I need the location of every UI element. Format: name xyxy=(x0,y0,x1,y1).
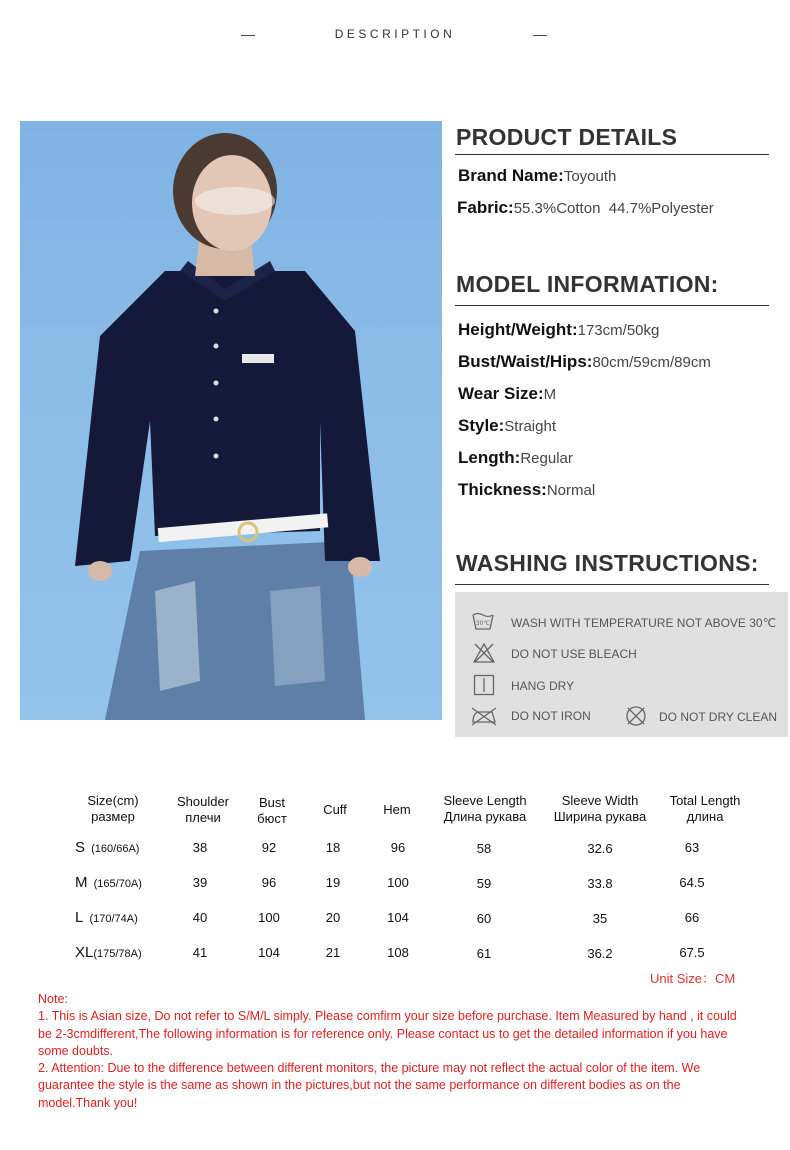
table-cell: 36.2 xyxy=(587,946,613,961)
table-cell: 33.8 xyxy=(587,876,613,891)
washing-box xyxy=(455,592,788,737)
no-iron-text: DO NOT IRON xyxy=(511,709,591,723)
model-value: Normal xyxy=(546,482,596,499)
table-cell: 19 xyxy=(325,875,341,890)
table-cell: 35 xyxy=(592,911,608,926)
hang-dry-text: HANG DRY xyxy=(511,679,575,693)
shoulder-header xyxy=(163,794,243,826)
table-cell: 63 xyxy=(684,840,700,855)
model-value: Regular xyxy=(520,450,573,467)
wash-temp-label: 30℃ xyxy=(475,620,491,627)
hem-header xyxy=(372,802,422,818)
model-value: Straight xyxy=(504,418,556,435)
model-label: Thickness: xyxy=(458,480,547,499)
size-m-label: M (165/70A) xyxy=(75,874,142,891)
model-thickness-row xyxy=(458,480,595,500)
header-line-ru: размер xyxy=(91,809,135,824)
no-iron-icon xyxy=(470,705,498,727)
no-dry-clean-icon xyxy=(625,705,647,727)
model-value: 80cm/59cm/89cm xyxy=(592,354,711,371)
header-line-en: Total Length xyxy=(669,793,741,808)
table-cell: 64.5 xyxy=(679,875,705,890)
model-info-title: MODEL INFORMATION: xyxy=(456,271,719,297)
model-value: M xyxy=(543,386,557,403)
model-bust-row xyxy=(458,352,711,372)
table-cell: 104 xyxy=(258,945,280,960)
model-height-row xyxy=(458,320,659,340)
table-cell: 96 xyxy=(261,875,277,890)
size-l-label: L (170/74A) xyxy=(75,909,138,926)
detail-value: 55.3%Cotton 44.7%Polyester xyxy=(513,200,714,217)
detail-fabric-row xyxy=(457,198,714,218)
header-line-en: Sleeve Length xyxy=(443,793,527,808)
model-value: 173cm/50kg xyxy=(577,322,660,339)
header-line-ru: Длина рукава xyxy=(443,809,527,824)
sleeve-length-header xyxy=(430,793,540,825)
table-cell: 60 xyxy=(476,911,492,926)
table-cell: 108 xyxy=(387,945,409,960)
model-length-row xyxy=(458,448,573,468)
model-size-row xyxy=(458,384,556,404)
table-cell: 41 xyxy=(192,945,208,960)
section-header xyxy=(0,26,790,46)
header-line-en: Sleeve Width xyxy=(561,793,639,808)
header-line-ru: плечи xyxy=(185,810,221,825)
table-cell: 21 xyxy=(325,945,341,960)
table-cell: 32.6 xyxy=(587,841,613,856)
header-title: DESCRIPTION xyxy=(334,27,456,41)
note-label: Note: xyxy=(38,992,68,1006)
table-cell: 61 xyxy=(476,946,492,961)
note-block xyxy=(38,991,753,1112)
table-cell: 100 xyxy=(258,910,280,925)
table-cell: 58 xyxy=(476,841,492,856)
model-style-row xyxy=(458,416,556,436)
model-label: Style: xyxy=(458,416,505,435)
table-cell: 38 xyxy=(192,840,208,855)
detail-brand-row xyxy=(458,166,616,186)
table-cell: 104 xyxy=(387,910,409,925)
size-header xyxy=(72,793,154,825)
table-cell: 92 xyxy=(261,840,277,855)
table-cell: 67.5 xyxy=(679,945,705,960)
header-dash-right xyxy=(533,35,547,36)
model-info-divider xyxy=(455,305,769,306)
header-line-en: Bust xyxy=(258,795,285,810)
sleeve-width-header xyxy=(545,793,655,825)
wash-30-icon xyxy=(472,610,494,632)
table-cell: 100 xyxy=(387,875,409,890)
table-cell: 96 xyxy=(390,840,406,855)
table-cell: 18 xyxy=(325,840,341,855)
model-label: Bust/Waist/Hips: xyxy=(458,352,593,371)
header-line-en: Hem xyxy=(383,802,411,817)
product-photo xyxy=(20,121,442,720)
size-xl-label: XL(175/78A) xyxy=(75,944,142,961)
header-line-en: Size(cm) xyxy=(87,793,139,808)
table-cell: 39 xyxy=(192,875,208,890)
no-dry-clean-text: DO NOT DRY CLEAN xyxy=(659,710,778,724)
unit-size-label: Unit Size：CM xyxy=(650,971,736,986)
table-cell: 59 xyxy=(476,876,492,891)
model-illustration xyxy=(20,121,442,720)
hang-dry-icon xyxy=(473,674,495,696)
detail-label: Brand Name: xyxy=(458,166,564,185)
detail-label: Fabric: xyxy=(457,198,514,217)
header-line-en: Shoulder xyxy=(176,794,230,809)
header-line-en: Cuff xyxy=(323,802,347,817)
note-line-2: 2. Attention: Due to the difference between different monitors, the picture may not reflect the actual color of the item. We guarantee the style is the same as shown in the pictures,but not the same performance on different bodies as on the model.Thank you! xyxy=(38,1061,701,1110)
table-cell: 20 xyxy=(325,910,341,925)
model-label: Wear Size: xyxy=(458,384,544,403)
model-label: Height/Weight: xyxy=(458,320,578,339)
total-length-header xyxy=(660,793,750,825)
bust-header xyxy=(242,795,302,827)
product-details-divider xyxy=(455,154,769,155)
no-bleach-icon xyxy=(473,642,495,664)
model-label: Length: xyxy=(458,448,521,467)
note-line-1: 1. This is Asian size, Do not refer to S/M/L simply. Please comfirm your size before purchase. Item Measured by hand , it could be 2-3cmdifferent,The following information is for reference only. Please contact us to get the detailed information if you have some doubts. xyxy=(38,1009,737,1058)
size-s-label: S (160/66A) xyxy=(75,839,140,856)
cuff-header xyxy=(310,802,360,818)
table-cell: 40 xyxy=(192,910,208,925)
header-line-ru: длина xyxy=(686,809,724,824)
table-cell: 66 xyxy=(684,910,700,925)
no-bleach-text: DO NOT USE BLEACH xyxy=(511,647,637,661)
header-line-ru: Ширина рукава xyxy=(553,809,647,824)
washing-divider xyxy=(455,584,769,585)
product-details-title: PRODUCT DETAILS xyxy=(456,124,678,150)
washing-title: WASHING INSTRUCTIONS: xyxy=(456,550,759,576)
wash-temp-text: WASH WITH TEMPERATURE NOT ABOVE 30℃ xyxy=(511,616,777,630)
header-line-ru: бюст xyxy=(257,811,287,826)
detail-value: Toyouth xyxy=(563,168,617,185)
